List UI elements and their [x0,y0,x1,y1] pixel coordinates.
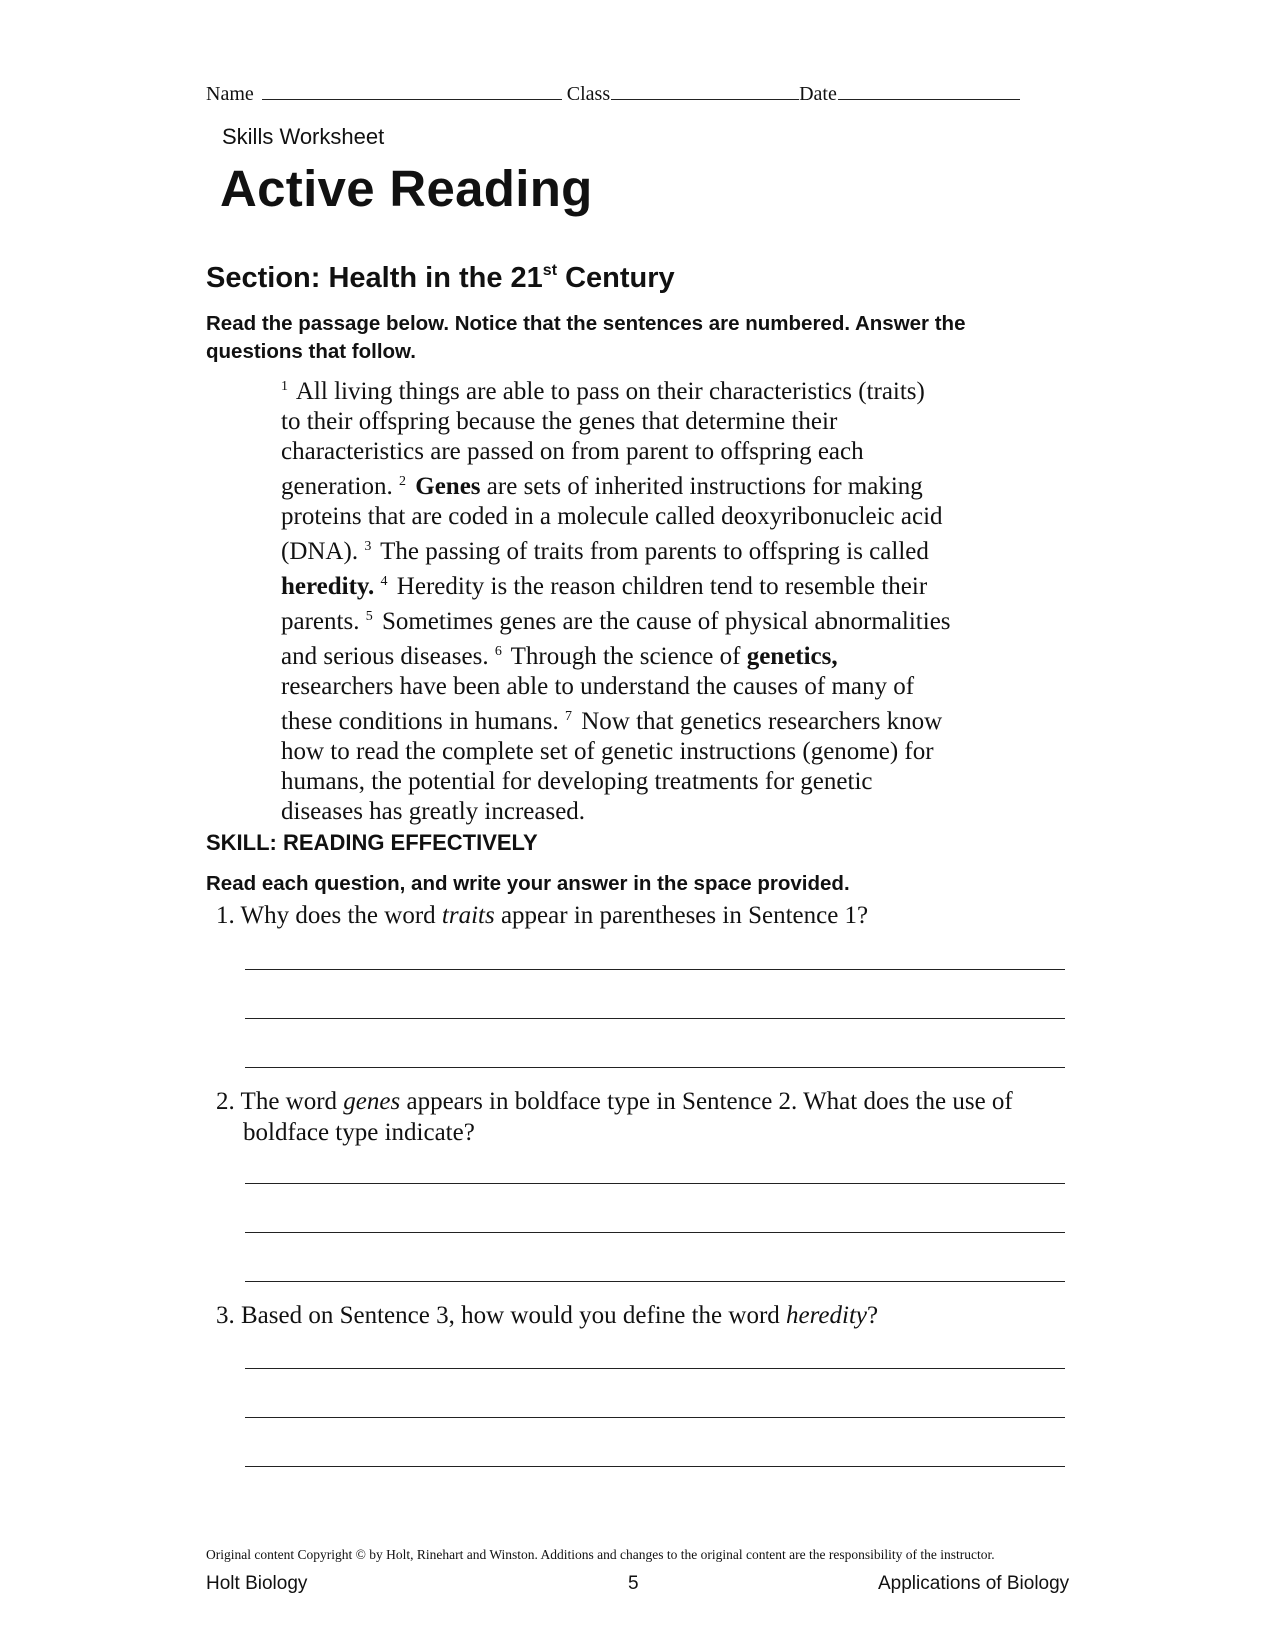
sentence-number: 5 [365,609,373,624]
footer-book-title: Holt Biology [206,1573,308,1594]
page-title: Active Reading [220,160,593,217]
skill-heading: SKILL: READING EFFECTIVELY [206,830,538,855]
passage-text: are sets of inherited instructions for making [480,473,923,500]
passage-instructions: Read the passage below. Notice that the sentences are numbered. Answer the questions that follow. [206,312,966,363]
passage-line [281,702,1001,737]
question-text [216,900,1076,931]
sentence-number: 3 [364,539,372,554]
sentence-number: 4 [380,574,388,589]
passage-text: and serious diseases. [281,643,489,670]
worksheet-kicker: Skills Worksheet [222,124,385,149]
answer-line-1b[interactable] [245,1018,1065,1019]
passage-line [281,567,1001,602]
name-label: Name [206,83,254,105]
class-label: Class [566,83,611,105]
passage-line [281,602,1001,637]
question-part: 3. Based on Sentence 3, how would you define the word [216,1302,787,1329]
section-prefix: Section: Health in the 21 [206,262,543,294]
passage-text: Now that genetics researchers know [581,708,943,735]
question-text-cont: boldface type indicate? [243,1119,475,1146]
passage-text: generation. [281,473,393,500]
question-instructions: Read each question, and write your answer in the space provided. [206,872,850,895]
date-label: Date [799,83,837,105]
question-part: ? [867,1302,879,1329]
passage-line [281,637,1001,672]
answer-line-1c[interactable] [245,1067,1065,1068]
passage-line: to their offspring because the genes that determine their [281,408,838,435]
passage-text: All living things are able to pass on their characteristics (traits) [295,378,925,405]
question-1 [216,900,1076,931]
term-genes: Genes [415,473,481,500]
passage-text: Heredity is the reason children tend to resemble their [396,573,928,600]
answer-line-3c[interactable] [245,1466,1065,1467]
passage-line: characteristics are passed on from parent to offspring each [281,438,864,465]
passage-text: Sometimes genes are the cause of physical abnormalities [381,608,951,635]
copyright-notice: Original content Copyright © by Holt, Rinehart and Winston. Additions and changes to the original content are the responsibility of the instructor. [206,1547,995,1562]
footer-chapter: Applications of Biology [878,1573,1070,1594]
passage-line: researchers have been able to understand the causes of many of [281,673,915,700]
answer-line-3a[interactable] [245,1368,1065,1369]
question-italic: genes [343,1088,401,1115]
question-italic: traits [441,902,495,929]
date-blank[interactable] [838,80,1020,100]
question-part: 2. The word [216,1088,344,1115]
passage-text: these conditions in humans. [281,708,559,735]
question-part: appear in parentheses in Sentence 1? [494,902,869,929]
sentence-number: 6 [494,644,502,659]
passage-text: The passing of traits from parents to offspring is called [380,538,929,565]
question-italic: heredity [786,1302,868,1329]
passage-line [281,372,1001,407]
sentence-number: 2 [399,474,407,489]
class-blank[interactable] [611,80,799,100]
section-heading [206,262,675,295]
passage-line: humans, the potential for developing treatments for genetic [281,768,873,795]
reading-passage [281,372,1001,827]
answer-line-3b[interactable] [245,1417,1065,1418]
question-text [216,1086,1076,1117]
section-sup: st [542,262,558,279]
page-number: 5 [628,1573,639,1594]
passage-line [281,532,1001,567]
question-part: appears in boldface type in Sentence 2. What does the use of [400,1088,1013,1115]
passage-line: diseases has greatly increased. [281,798,586,825]
passage-text: parents. [281,608,360,635]
question-text [216,1300,1076,1331]
question-part: 1. Why does the word [216,902,442,929]
term-genetics: genetics, [746,643,838,670]
section-suffix: Century [557,262,675,294]
sentence-number: 7 [565,709,572,724]
question-3 [216,1300,1076,1331]
answer-line-2c[interactable] [245,1281,1065,1282]
term-heredity: heredity. [281,573,375,600]
passage-line: how to read the complete set of genetic instructions (genome) for [281,738,934,765]
name-blank[interactable] [262,80,562,100]
passage-line [281,467,1001,502]
question-2 [216,1086,1076,1148]
passage-line: proteins that are coded in a molecule called deoxyribonucleic acid [281,503,943,530]
passage-text: Through the science of [510,643,747,670]
answer-line-2a[interactable] [245,1183,1065,1184]
sentence-number: 1 [281,379,288,394]
answer-line-2b[interactable] [245,1232,1065,1233]
header-fields [206,80,1020,106]
passage-text: (DNA). [281,538,359,565]
answer-line-1a[interactable] [245,969,1065,970]
